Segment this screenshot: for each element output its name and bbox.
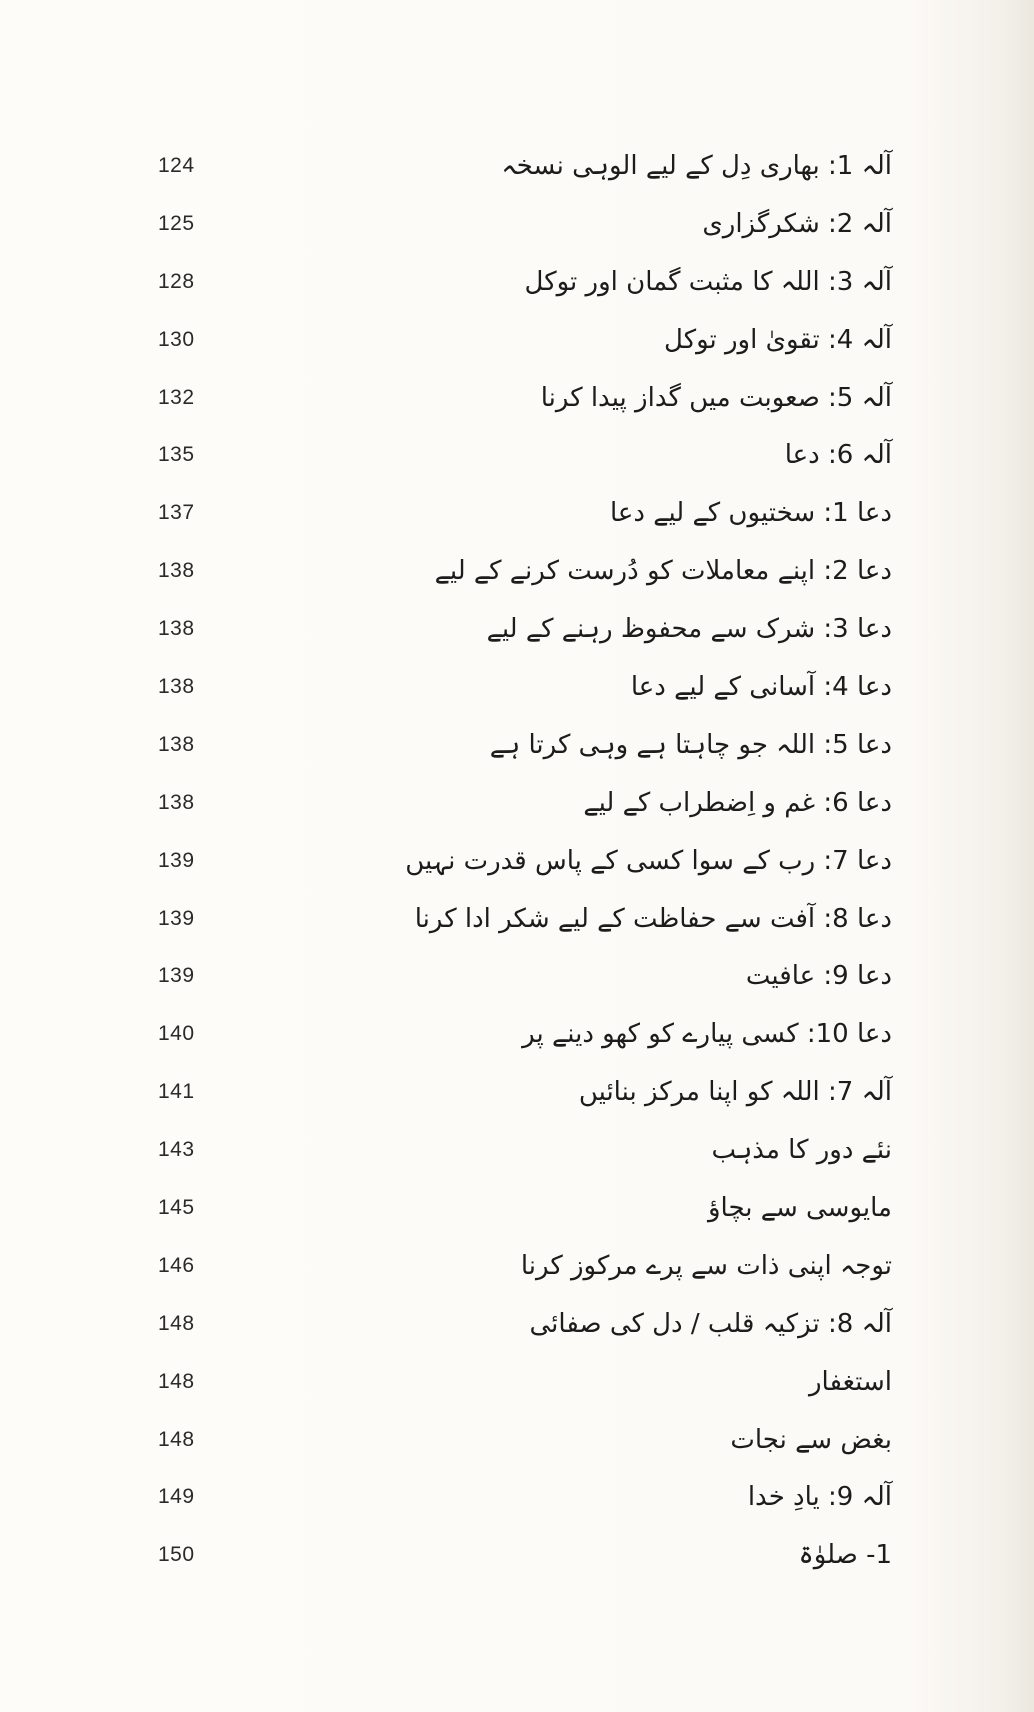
entry-page-number: 145 (158, 1196, 195, 1220)
entry-title: آلہ 9: یادِ خدا (747, 1482, 892, 1513)
entry-title: آلہ 2: شکرگزاری (702, 208, 892, 239)
entry-page-number: 139 (158, 964, 195, 988)
toc-entry (0, 1240, 1034, 1298)
toc-entry (0, 1124, 1034, 1182)
toc-entry (0, 1182, 1034, 1240)
entry-page-number: 140 (158, 1022, 195, 1046)
entry-title: دعا 5: اللہ جو چاہتا ہے وہی کرتا ہے (489, 729, 892, 760)
entry-title: دعا 3: شرک سے محفوظ رہنے کے لیے (486, 614, 892, 645)
entry-title: آلہ 4: تقویٰ اور توکل (664, 324, 892, 355)
toc-entry (0, 950, 1034, 1008)
entry-title: نئے دور کا مذہب (711, 1135, 892, 1166)
entry-page-number: 124 (158, 154, 195, 177)
toc-entry (0, 140, 1034, 198)
entry-title: دعا 4: آسانی کے لیے دعا (630, 672, 892, 703)
entry-title: استغفار (808, 1366, 892, 1397)
table-of-contents (0, 140, 1034, 1587)
entry-page-number: 143 (158, 1138, 195, 1162)
toc-entry (0, 603, 1034, 661)
entry-page-number: 128 (158, 269, 195, 293)
toc-entry (0, 372, 1034, 430)
entry-page-number: 137 (158, 501, 195, 525)
entry-title: دعا 7: رب کے سوا کسی کے پاس قدرت نہیں (405, 845, 892, 876)
entry-title: آلہ 6: دعا (784, 440, 892, 471)
toc-entry (0, 1529, 1034, 1587)
entry-page-number: 135 (158, 443, 195, 467)
toc-entry (0, 1356, 1034, 1414)
entry-page-number: 125 (158, 211, 195, 235)
toc-entry (0, 835, 1034, 893)
toc-entry (0, 1471, 1034, 1529)
toc-entry (0, 777, 1034, 835)
entry-page-number: 139 (158, 848, 195, 872)
entry-page-number: 138 (158, 790, 195, 814)
entry-page-number: 132 (158, 385, 195, 409)
toc-entry (0, 1298, 1034, 1356)
entry-page-number: 141 (158, 1080, 195, 1104)
toc-entry (0, 487, 1034, 545)
toc-entry (0, 661, 1034, 719)
entry-title: آلہ 8: تزکیہ قلب / دل کی صفائی (529, 1308, 892, 1339)
entry-page-number: 148 (158, 1311, 195, 1335)
entry-page-number: 150 (158, 1543, 195, 1567)
toc-entry (0, 198, 1034, 256)
entry-title: دعا 6: غم و اِضطراب کے لیے (583, 787, 892, 818)
entry-page-number: 130 (158, 327, 195, 351)
entry-page-number: 138 (158, 675, 195, 699)
entry-title: دعا 1: سختیوں کے لیے دعا (609, 498, 892, 529)
entry-page-number: 148 (158, 1427, 195, 1451)
entry-title: آلہ 7: اللہ کو اپنا مرکز بنائیں (578, 1077, 892, 1108)
toc-entry (0, 314, 1034, 372)
entry-title: دعا 10: کسی پیارے کو کھو دینے پر (522, 1019, 892, 1050)
toc-entry (0, 1008, 1034, 1066)
entry-page-number: 138 (158, 617, 195, 641)
toc-entry (0, 429, 1034, 487)
toc-entry (0, 1066, 1034, 1124)
toc-entry (0, 893, 1034, 951)
entry-title: بغض سے نجات (730, 1424, 892, 1455)
entry-page-number: 149 (158, 1485, 195, 1509)
entry-title: 1- صلوٰۃ (798, 1540, 892, 1571)
toc-entry (0, 719, 1034, 777)
toc-entry (0, 256, 1034, 314)
entry-title: مایوسی سے بچاؤ (707, 1193, 892, 1224)
entry-title: دعا 8: آفت سے حفاظت کے لیے شکر ادا کرنا (414, 903, 892, 934)
entry-page-number: 138 (158, 732, 195, 756)
entry-page-number: 146 (158, 1253, 195, 1277)
toc-entry (0, 1414, 1034, 1472)
entry-title: دعا 2: اپنے معاملات کو دُرست کرنے کے لیے (434, 556, 892, 587)
entry-title: آلہ 1: بھاری دِل کے لیے الوہی نسخہ (501, 151, 892, 181)
toc-entry (0, 545, 1034, 603)
entry-title: آلہ 3: اللہ کا مثبت گمان اور توکل (524, 266, 892, 297)
entry-page-number: 139 (158, 906, 195, 930)
entry-page-number: 138 (158, 559, 195, 583)
entry-title: آلہ 5: صعوبت میں گداز پیدا کرنا (540, 382, 892, 413)
entry-page-number: 148 (158, 1369, 195, 1393)
entry-title: دعا 9: عافیت (745, 961, 892, 992)
entry-title: توجہ اپنی ذات سے پرے مرکوز کرنا (520, 1250, 892, 1281)
